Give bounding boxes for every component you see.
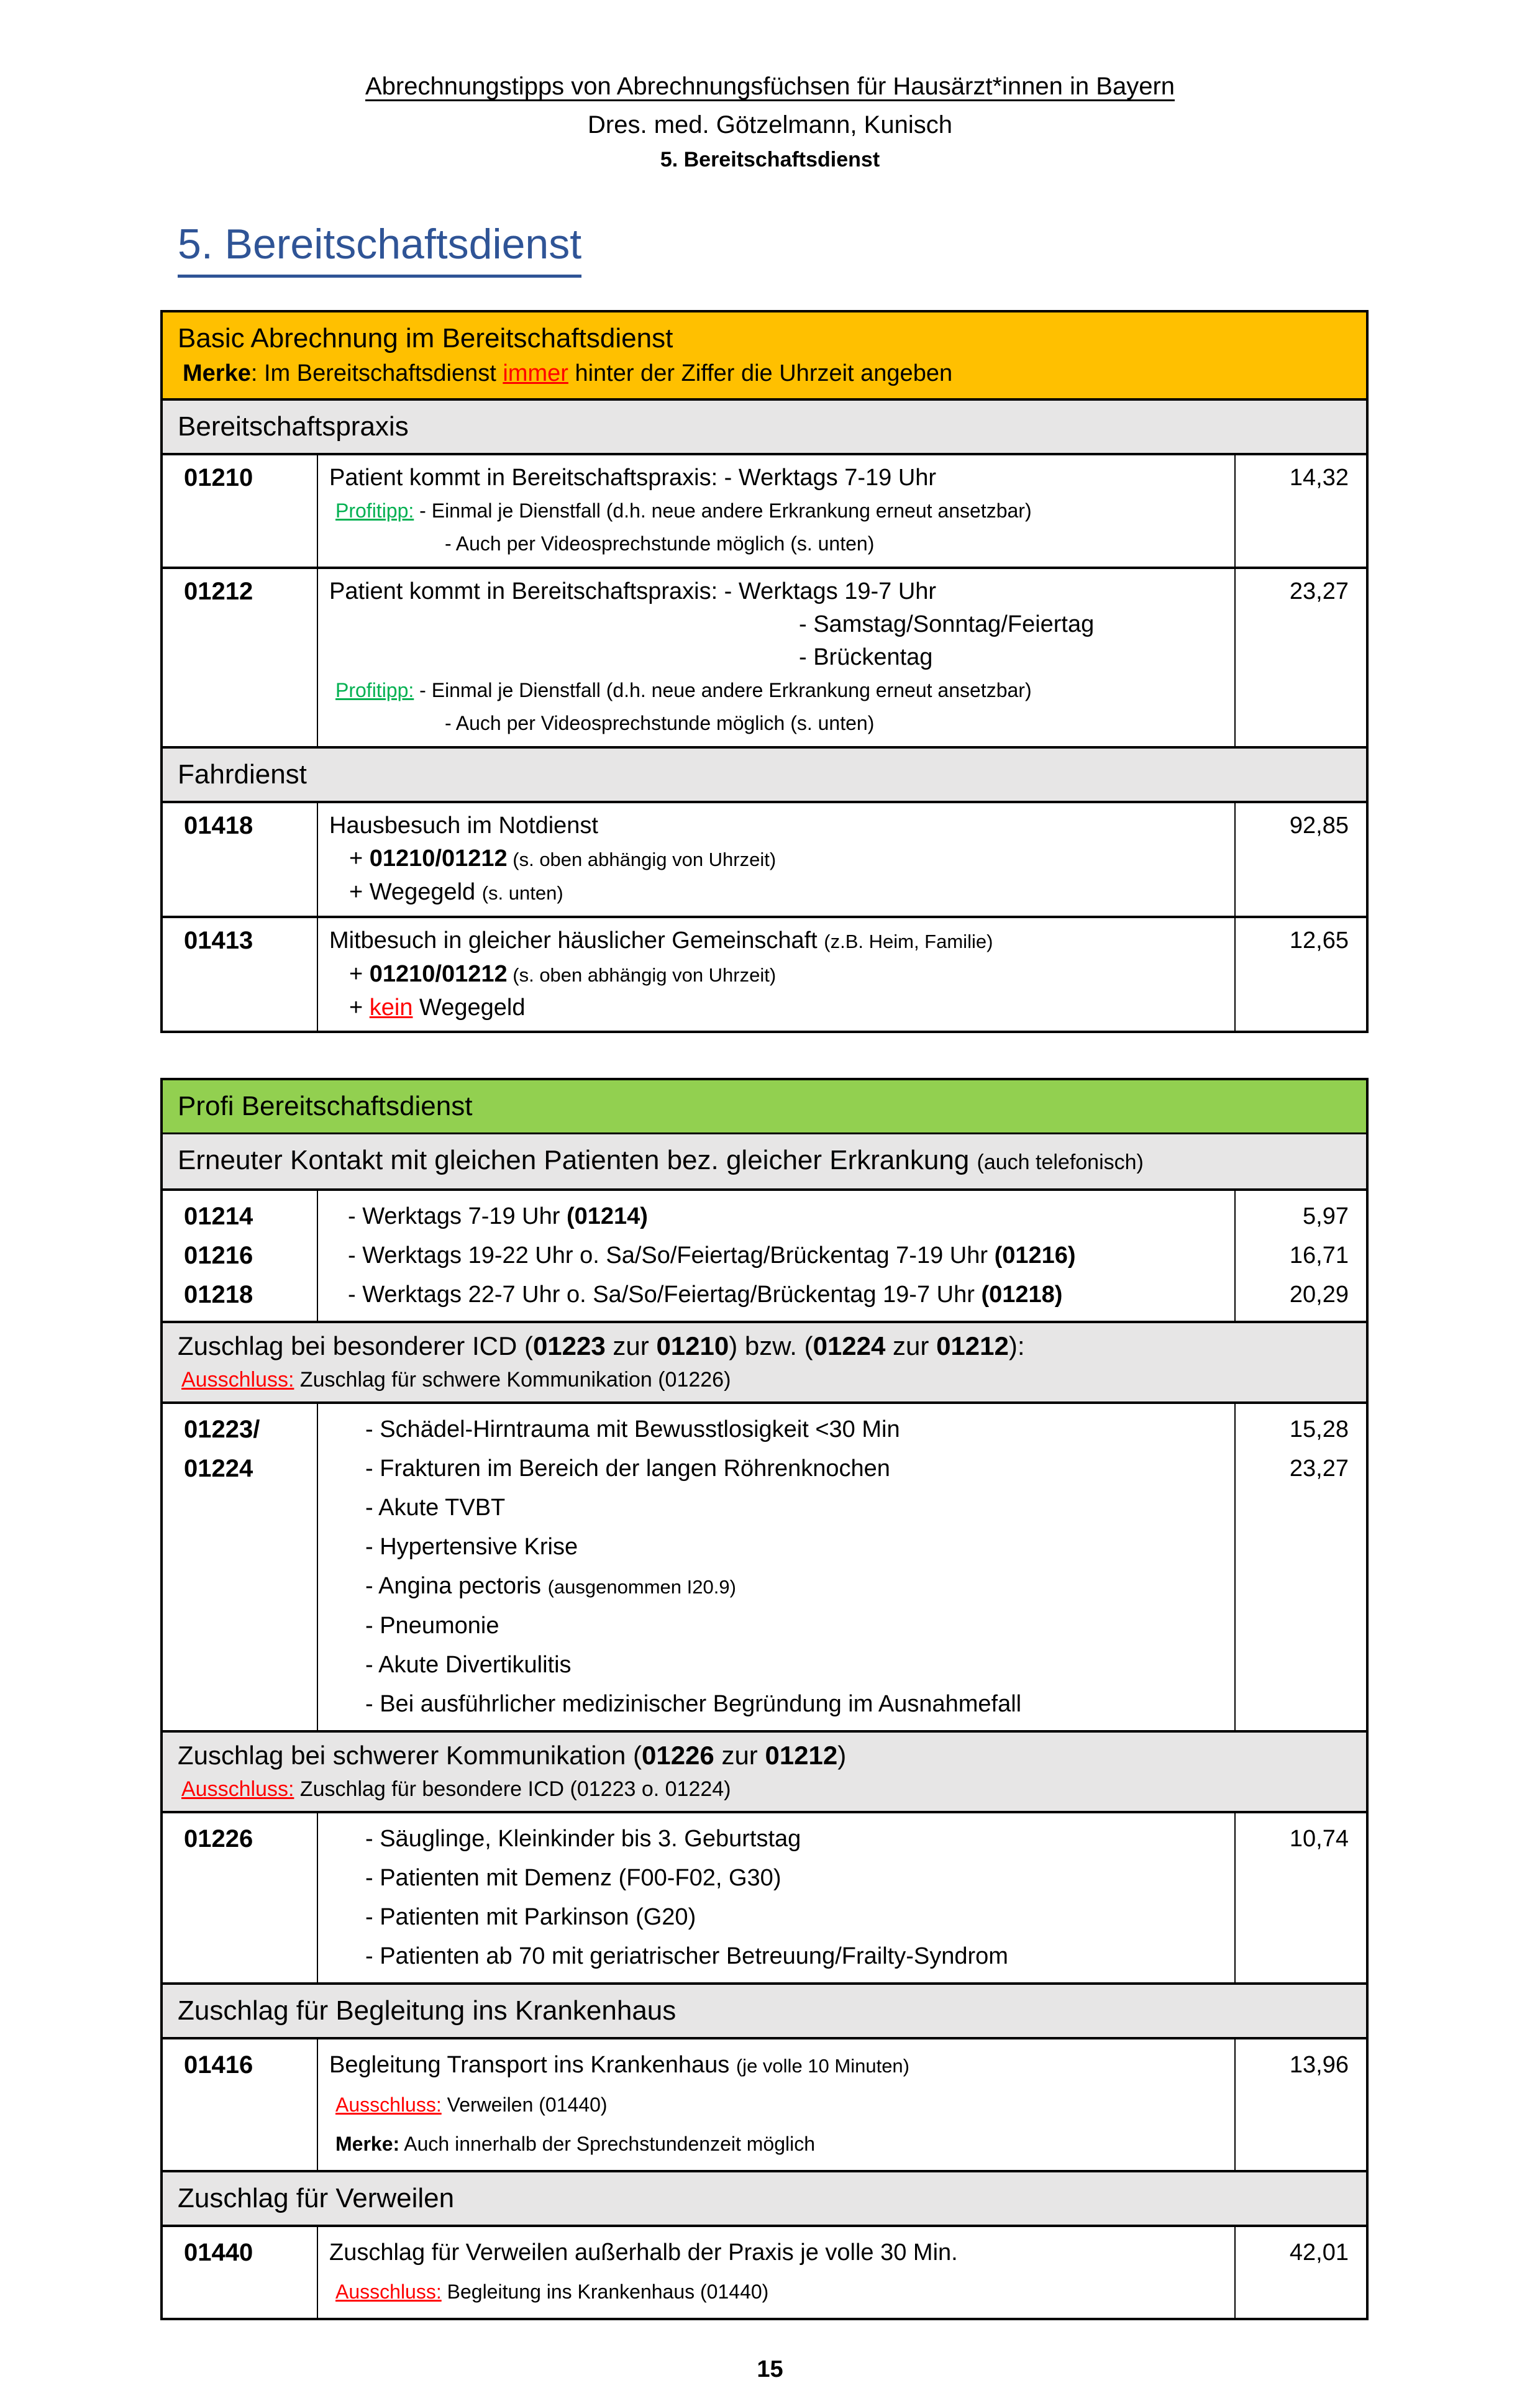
header-line-1: [0, 70, 1540, 103]
page-title: [178, 220, 1540, 278]
code-01214: 01214: [184, 1203, 253, 1230]
bullet-text: - Angina pectoris: [365, 1573, 548, 1599]
codes-block: [163, 1404, 318, 1730]
code-01416: 01416: [163, 2039, 318, 2170]
row-01418: [163, 801, 1366, 916]
page-title-text: 5. Bereitschaftsdienst: [178, 220, 581, 278]
section-note: (auch telefonisch): [977, 1150, 1144, 1174]
profitipp-line: [329, 494, 1219, 527]
desc-text: Begleitung Transport ins Krankenhaus: [329, 2052, 736, 2078]
bullet-line: - Akute Divertikulitis: [365, 1652, 572, 1678]
desc-text: - Werktags 19-22 Uhr o. Sa/So/Feiertag/Brückentag 7-19 Uhr: [348, 1242, 995, 1269]
code-01210: 01210: [163, 455, 318, 567]
ausschluss-text: Zuschlag für schwere Kommunikation (01226): [294, 1368, 731, 1392]
desc-plus-line: [329, 876, 1219, 909]
bullet-line: - Patienten ab 70 mit geriatrischer Betreuung/Frailty-Syndrom: [365, 1943, 1008, 1969]
desc-block: [318, 1191, 1234, 1321]
row-01413: [163, 916, 1366, 1031]
section-bereitschaftspraxis: Bereitschaftspraxis: [163, 398, 1366, 453]
bullet-line: - Schädel-Hirntrauma mit Bewusstlosigkeit <30 Min: [365, 1416, 900, 1442]
document-header: [0, 0, 1540, 174]
desc-block: [318, 1404, 1234, 1730]
section-text: ): [837, 1741, 847, 1770]
section-begleitung-krankenhaus: Zuschlag für Begleitung ins Krankenhaus: [163, 1982, 1366, 2037]
bullet-line: - Akute TVBT: [365, 1495, 506, 1521]
desc-subline: - Samstag/Sonntag/Feiertag: [799, 611, 1095, 637]
section-zuschlag-schwere-kommunikation: [163, 1730, 1366, 1811]
section-verweilen: Zuschlag für Verweilen: [163, 2170, 1366, 2225]
merke-highlight: immer: [503, 360, 568, 386]
desc-line: [329, 1236, 1219, 1275]
desc-01418: [318, 803, 1234, 916]
value-01226: 10,74: [1234, 1813, 1366, 1982]
code-01413: 01413: [163, 918, 318, 1031]
code-ref: 01223: [532, 1331, 606, 1360]
desc-line: [329, 1197, 1219, 1236]
row-01214-01216-01218: [163, 1188, 1366, 1321]
section-text: Erneuter Kontakt mit gleichen Patienten bez. gleicher Erkrankung: [178, 1145, 977, 1175]
ausschluss-line: [329, 2272, 1219, 2312]
desc-line: [329, 2046, 1219, 2085]
code-01216: 01216: [184, 1242, 253, 1269]
row-01212: [163, 567, 1366, 746]
value-01440: 42,01: [1234, 2227, 1366, 2318]
desc-line: Zuschlag für Verweilen außerhalb der Praxis je volle 30 Min.: [329, 2239, 958, 2266]
plus-note: (s. unten): [481, 882, 563, 904]
bullet-line: - Frakturen im Bereich der langen Röhrenknochen: [365, 1456, 890, 1482]
plus-note: (s. oben abhängig von Uhrzeit): [507, 964, 777, 986]
bullet-line: - Patienten mit Parkinson (G20): [365, 1904, 696, 1930]
profitipp-text: - Einmal je Dienstfall (d.h. neue andere Erkrankung erneut ansetzbar): [414, 679, 1032, 701]
section-line-1: [178, 1738, 1354, 1774]
ausschluss-text: Verweilen (01440): [441, 2094, 608, 2116]
desc-01210: [318, 455, 1234, 567]
desc-line: Patient kommt in Bereitschaftspraxis: - Werktags 7-19 Uhr: [329, 465, 937, 491]
merke-text: Auch innerhalb der Sprechstundenzeit möglich: [399, 2133, 816, 2155]
section-text: Zuschlag bei besonderer ICD (: [178, 1331, 533, 1360]
section-zuschlag-besondere-icd: [163, 1321, 1366, 1401]
desc-plus-line: [329, 842, 1219, 876]
code-ref: 01212: [765, 1741, 838, 1770]
row-01210: [163, 453, 1366, 567]
code-01212: 01212: [163, 569, 318, 746]
desc-01413: [318, 918, 1234, 1031]
code-ref: 01226: [641, 1741, 714, 1770]
value-01416: 13,96: [1234, 2039, 1366, 2170]
section-text: zur: [714, 1741, 765, 1770]
value-01413: 12,65: [1234, 918, 1366, 1031]
profitipp-text: - Einmal je Dienstfall (d.h. neue andere Erkrankung erneut ansetzbar): [414, 499, 1032, 522]
plus-note: (s. oben abhängig von Uhrzeit): [507, 849, 777, 870]
desc-block: [318, 2039, 1234, 2170]
values-block: [1234, 1191, 1366, 1321]
code-01223: 01223/: [184, 1416, 260, 1443]
bullet-line: [329, 1567, 1219, 1606]
header-line-2: Dres. med. Götzelmann, Kunisch: [588, 111, 952, 139]
desc-plus-line: [329, 958, 1219, 991]
plus-text: Wegegeld: [412, 995, 526, 1021]
desc-block: [318, 2227, 1234, 2318]
table1-merke-note: [178, 357, 1354, 390]
values-block: [1234, 1404, 1366, 1730]
profitipp-label: Profitipp:: [335, 499, 414, 522]
bullet-line: - Patienten mit Demenz (F00-F02, G30): [365, 1865, 781, 1891]
bullet-line: - Säuglinge, Kleinkinder bis 3. Geburtstag: [365, 1826, 801, 1852]
ausschluss-label: Ausschluss:: [181, 1777, 294, 1801]
ausschluss-label: Ausschluss:: [335, 2280, 442, 2303]
profitipp-line-2: - Auch per Videosprechstunde möglich (s. unten): [445, 532, 875, 555]
desc-line: [329, 924, 1219, 958]
profitipp-label: Profitipp:: [335, 679, 414, 701]
plus-text: + Wegegeld: [349, 879, 482, 905]
merke-label: Merke: [183, 360, 251, 386]
code-01418: 01418: [163, 803, 318, 916]
bullet-line: - Pneumonie: [365, 1613, 499, 1639]
desc-01212: [318, 569, 1234, 746]
desc-plus-line: [329, 991, 1219, 1024]
value-01418: 92,85: [1234, 803, 1366, 916]
ausschluss-text: Zuschlag für besondere ICD (01223 o. 01224): [294, 1777, 731, 1801]
bullet-line: - Hypertensive Krise: [365, 1534, 578, 1560]
row-01416: [163, 2037, 1366, 2170]
value-01212: 23,27: [1234, 569, 1366, 746]
code-ref: 01210: [656, 1331, 729, 1360]
desc-subline: - Brückentag: [799, 644, 933, 670]
code-01440: 01440: [163, 2227, 318, 2318]
table1-title: Basic Abrechnung im Bereitschaftsdienst: [178, 323, 673, 353]
bullet-note: (ausgenommen I20.9): [547, 1576, 736, 1598]
section-text: zur: [885, 1331, 937, 1360]
table2-green-header: Profi Bereitschaftsdienst: [163, 1080, 1366, 1132]
section-erneuter-kontakt: [163, 1132, 1366, 1188]
merke-label: Merke:: [335, 2133, 400, 2155]
plus-codes: 01210/01212: [369, 845, 508, 872]
ausschluss-text: Begleitung ins Krankenhaus (01440): [441, 2280, 769, 2303]
code-01226: 01226: [163, 1813, 318, 1982]
section-line-1: [178, 1328, 1354, 1364]
code-01224: 01224: [184, 1455, 253, 1482]
value-01214: 5,97: [1303, 1203, 1349, 1229]
ausschluss-label: Ausschluss:: [335, 2094, 442, 2116]
codes-block: [163, 1191, 318, 1321]
ausschluss-line: [329, 2085, 1219, 2125]
desc-note: (z.B. Heim, Familie): [824, 931, 993, 952]
section-text: ) bzw. (: [729, 1331, 813, 1360]
header-line-1-text: Abrechnungstipps von Abrechnungsfüchsen für Hausärzt*innen in Bayern: [365, 73, 1175, 100]
merke-text-1: : Im Bereitschaftsdienst: [250, 360, 503, 386]
section-text: Zuschlag bei schwerer Kommunikation (: [178, 1741, 642, 1770]
profitipp-line-2: - Auch per Videosprechstunde möglich (s. unten): [445, 712, 875, 734]
code-ref: 01224: [813, 1331, 886, 1360]
plus-sign: +: [349, 995, 370, 1021]
profitipp-line: [329, 674, 1219, 707]
kein-highlight: kein: [369, 995, 413, 1021]
desc-code-ref: (01218): [981, 1282, 1063, 1308]
table-profi-bereitschaftsdienst: [160, 1078, 1369, 2320]
plus-sign: +: [349, 961, 370, 987]
value-01216: 16,71: [1289, 1242, 1349, 1269]
ausschluss-label: Ausschluss:: [181, 1368, 294, 1392]
row-01223-01224: [163, 1401, 1366, 1730]
desc-text: - Werktags 22-7 Uhr o. Sa/So/Feiertag/Brückentag 19-7 Uhr: [348, 1282, 982, 1308]
code-01218: 01218: [184, 1281, 253, 1308]
code-ref: 01212: [936, 1331, 1009, 1360]
section-line-2: [178, 1774, 1354, 1805]
value-01218: 20,29: [1289, 1282, 1349, 1308]
table1-orange-header: [163, 312, 1366, 398]
section-line-2: [178, 1364, 1354, 1395]
desc-code-ref: (01214): [566, 1203, 648, 1229]
plus-sign: +: [349, 845, 370, 872]
header-line-3: 5. Bereitschaftsdienst: [660, 148, 880, 171]
desc-block: [318, 1813, 1234, 1982]
value-01210: 14,32: [1234, 455, 1366, 567]
plus-codes: 01210/01212: [369, 961, 508, 987]
desc-line: [329, 1275, 1219, 1315]
table-basic-abrechnung: [160, 310, 1369, 1033]
desc-line: Patient kommt in Bereitschaftspraxis: - Werktags 19-7 Uhr: [329, 578, 937, 604]
section-fahrdienst: Fahrdienst: [163, 746, 1366, 801]
desc-note: (je volle 10 Minuten): [736, 2055, 909, 2077]
desc-line: Hausbesuch im Notdienst: [329, 813, 598, 839]
section-text: zur: [605, 1331, 657, 1360]
desc-text: - Werktags 7-19 Uhr: [348, 1203, 567, 1229]
merke-text-2: hinter der Ziffer die Uhrzeit angeben: [568, 360, 953, 386]
row-01440: [163, 2225, 1366, 2318]
section-text: ):: [1008, 1331, 1025, 1360]
value-01223: 15,28: [1289, 1416, 1349, 1442]
page-number: 15: [757, 2356, 783, 2382]
desc-text: Mitbesuch in gleicher häuslicher Gemeinschaft: [329, 927, 824, 954]
value-01224: 23,27: [1289, 1456, 1349, 1482]
bullet-line: - Bei ausführlicher medizinischer Begründung im Ausnahmefall: [365, 1691, 1022, 1717]
row-01226: [163, 1811, 1366, 1982]
desc-code-ref: (01216): [994, 1242, 1076, 1269]
merke-line: [329, 2125, 1219, 2164]
